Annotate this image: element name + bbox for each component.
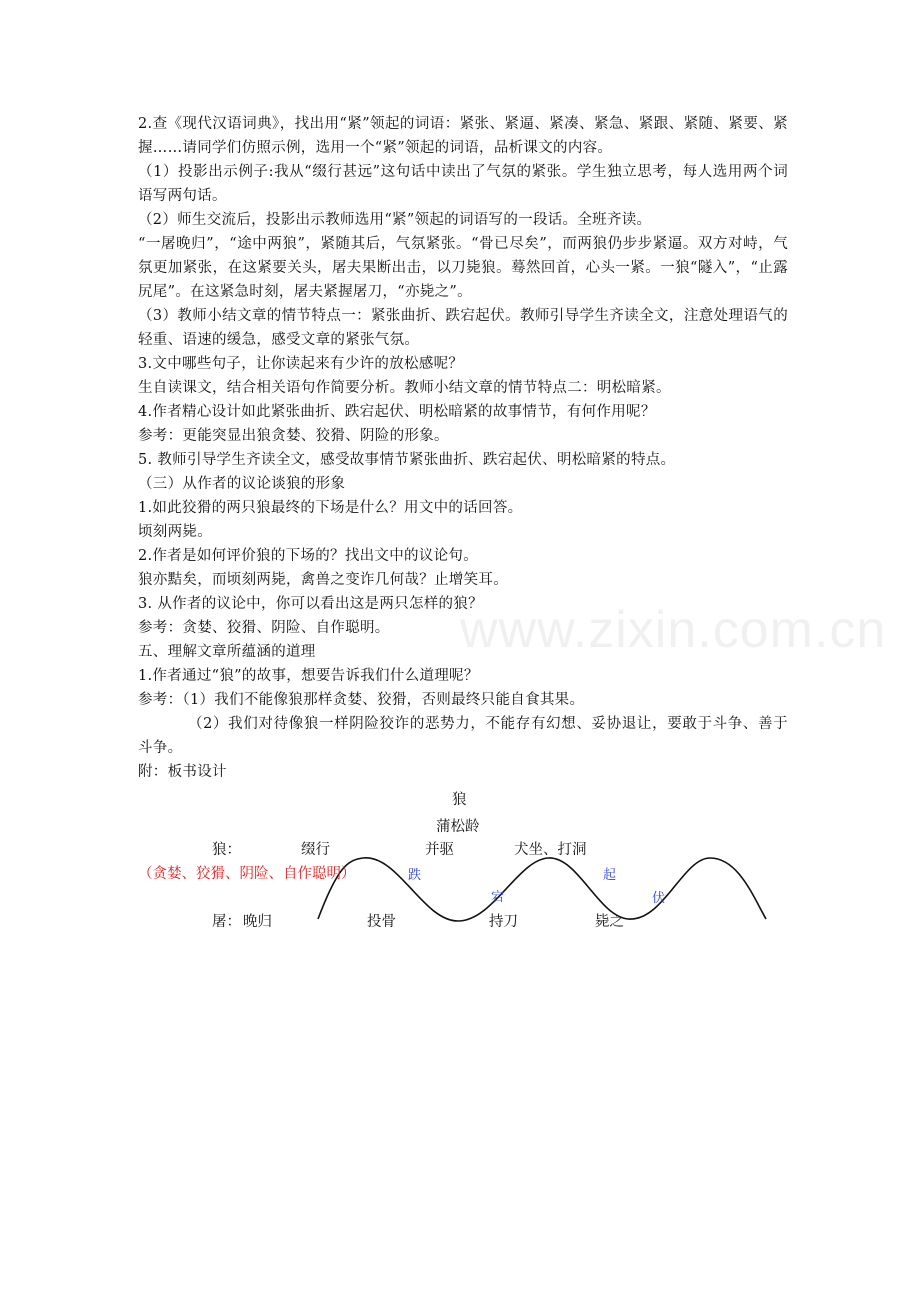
- paragraph: （2）我们对待像狼一样阴险狡诈的恶势力，不能存有幻想、妥协退让，要敢于斗争、善于斗争。: [138, 716, 788, 756]
- butcher-action: 毙之: [595, 914, 624, 930]
- board-title: 狼: [452, 792, 467, 808]
- wolf-traits: （贪婪、狡猾、阴险、自作聪明）: [138, 866, 356, 882]
- board-author: 蒲松龄: [436, 819, 480, 835]
- paragraph: （3）教师小结文章的情节特点一：紧张曲折、跌宕起伏。教师引导学生齐读全文，注意处理语气的轻重、语速的缓急，感受文章的紧张气氛。: [138, 308, 788, 348]
- wolf-label: 狼：: [212, 842, 241, 858]
- paragraph: 2.查《现代汉语词典》，找出用“紧”领起的词语：紧张、紧逼、紧凑、紧急、紧跟、紧随、紧要、紧握……请同学们仿照示例，选用一个“紧”领起的词语，品析课文的内容。: [138, 116, 788, 156]
- paragraph: “一屠晚归”，“途中两狼”，紧随其后，气氛紧张。“骨已尽矣”，而两狼仍步步紧逼。双方对峙，气氛更加紧张，在这紧要关头，屠夫果断出击，以刀毙狼。蓦然回首，心头一紧。一狼“隧入”，“止露尻尾”。在这紧急时刻，屠夫紧握屠刀，“亦毙之”。: [138, 236, 788, 300]
- blackboard-design: [138, 786, 788, 936]
- paragraph: （2）师生交流后，投影出示教师选用“紧”领起的词语写的一段话。全班齐读。: [138, 212, 652, 228]
- paragraph: 狼亦黠矣，而顷刻两毙，禽兽之变诈几何哉？止增笑耳。: [138, 572, 508, 588]
- wolf-action: 并驱: [425, 842, 454, 858]
- paragraph: 4.作者精心设计如此紧张曲折、跌宕起伏、明松暗紧的故事情节，有何作用呢？: [138, 404, 656, 420]
- butcher-action: 投骨: [367, 914, 396, 930]
- paragraph: 1.如此狡猾的两只狼最终的下场是什么？用文中的话回答。: [138, 500, 523, 516]
- plot-char: 伏: [652, 891, 666, 906]
- document-body: [138, 112, 788, 784]
- paragraph: 1.作者通过“狼”的故事，想要告诉我们什么道理呢？: [138, 668, 479, 684]
- butcher-action: 晚归: [243, 914, 272, 930]
- paragraph: 参考：更能突显出狼贪婪、狡猾、阴险的形象。: [138, 428, 449, 444]
- paragraph: 3. 从作者的议论中，你可以看出这是两只怎样的狼？: [138, 596, 483, 612]
- section-heading: （三）从作者的议论谈狼的形象: [138, 476, 346, 492]
- paragraph: 2.作者是如何评价狼的下场的？找出文中的议论句。: [138, 548, 479, 564]
- paragraph: （1）投影出示例子:我从“缀行甚远”这句话中读出了气氛的紧张。学生独立思考，每人选用两个词语写两句话。: [138, 164, 788, 204]
- plot-char: 起: [603, 868, 617, 883]
- wolf-action: 缀行: [301, 842, 330, 858]
- paragraph: 附：板书设计: [138, 764, 227, 780]
- plot-char: 宕: [491, 890, 505, 905]
- paragraph: 3.文中哪些句子，让你读起来有少许的放松感呢？: [138, 356, 464, 372]
- watermark: www.zixin.com.cn: [460, 601, 887, 659]
- section-heading: 五、理解文章所蕴涵的道理: [138, 644, 316, 660]
- butcher-label: 屠：: [212, 914, 241, 930]
- paragraph: 顷刻两毙。: [138, 524, 212, 540]
- paragraph: 5. 教师引导学生齐读全文，感受故事情节紧张曲折、跌宕起伏、明松暗紧的特点。: [138, 452, 676, 468]
- butcher-action: 持刀: [489, 914, 518, 930]
- plot-char: 跌: [408, 868, 422, 883]
- wolf-action: 犬坐、打洞: [514, 842, 587, 858]
- paragraph: 生自读课文，结合相关语句作简要分析。教师小结文章的情节特点二：明松暗紧。: [138, 380, 671, 396]
- paragraph: 参考：贪婪、狡猾、阴险、自作聪明。: [138, 620, 390, 636]
- paragraph: 参考：（1）我们不能像狼那样贪婪、狡猾，否则最终只能自食其果。: [138, 692, 585, 708]
